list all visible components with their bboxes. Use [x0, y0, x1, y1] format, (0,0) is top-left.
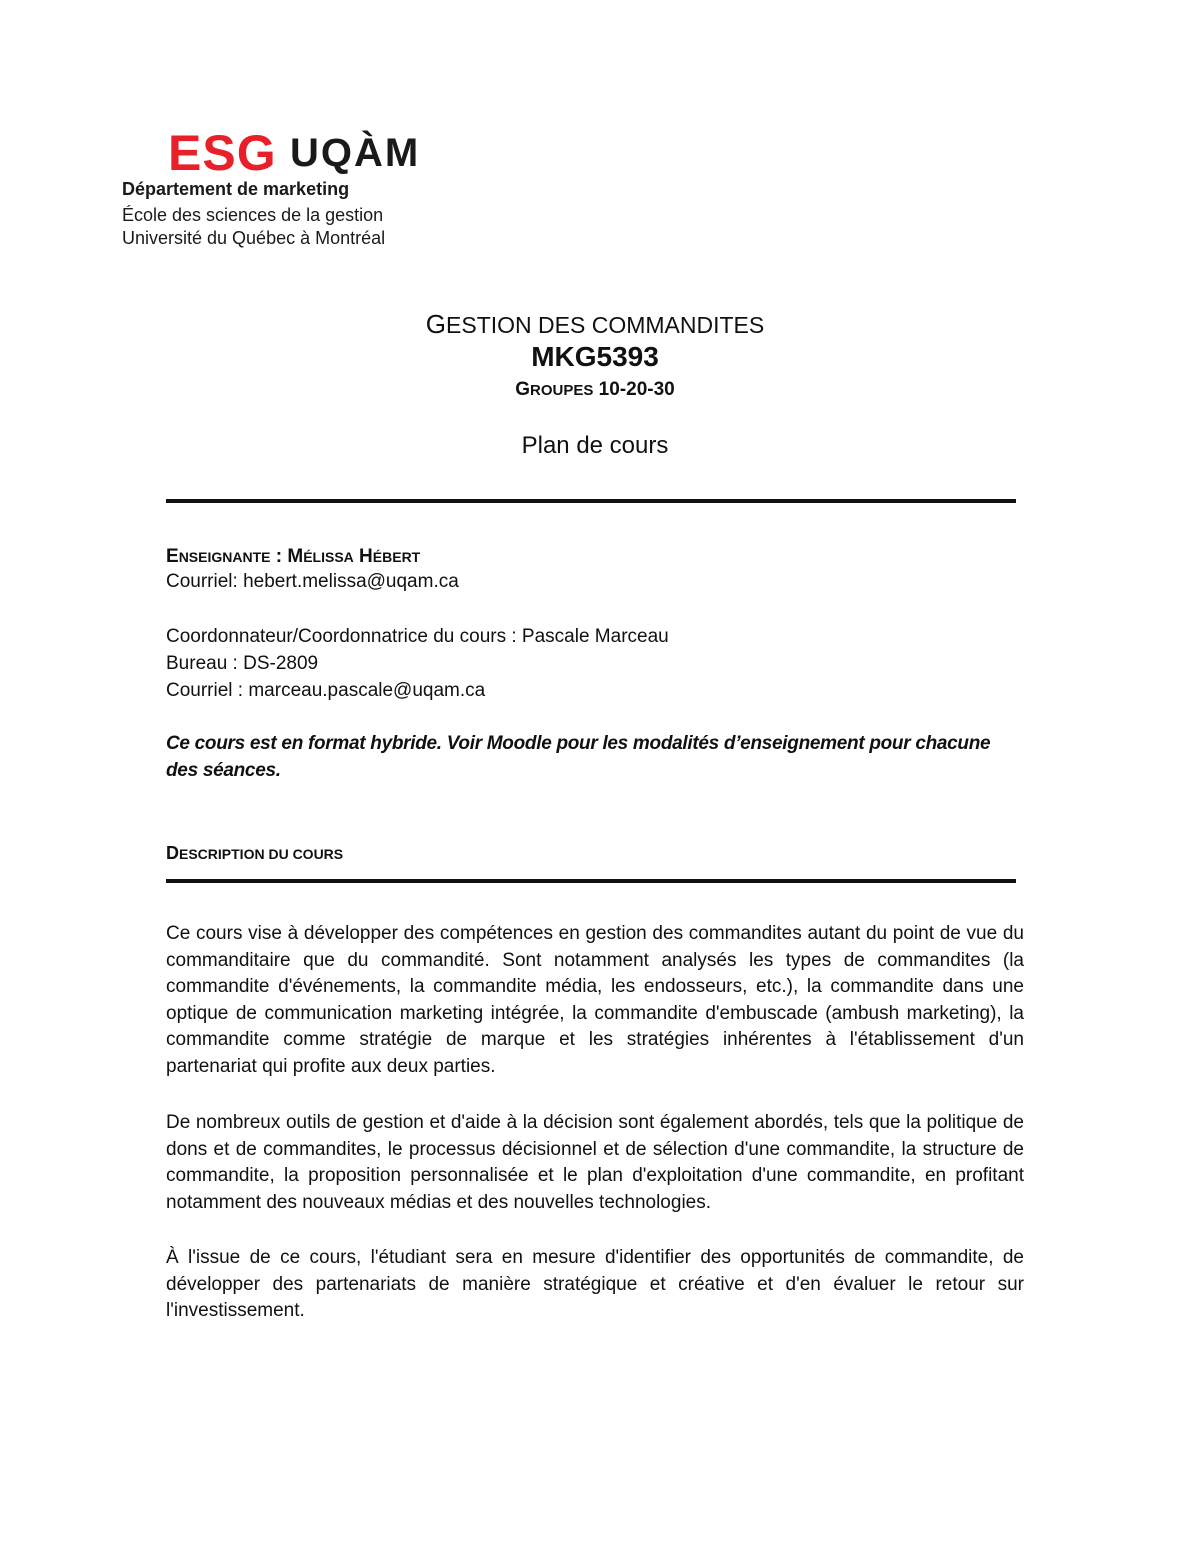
esg-logo-text: ESG — [168, 125, 277, 181]
coordinator-email: Courriel : marceau.pascale@uqam.ca — [166, 680, 486, 701]
course-title: GESTION DES COMMANDITES — [425, 309, 765, 339]
hybrid-format-notice: Ce cours est en format hybride. Voir Moodle pour les modalités d’enseignement pour chacune des séances. — [166, 733, 991, 781]
uqam-logo-text: UQÀM — [290, 131, 421, 175]
description-paragraph-2: De nombreux outils de gestion et d'aide à la décision sont également abordés, tels que la politique de dons et de commandites, le processus décisionnel et de sélection d'une commandite, la structure de commandite, la proposition personnalisée et le plan d'exploitation d'une commandite, en profitant notamment des nouveaux médias et des nouvelles technologies. — [166, 1112, 1024, 1213]
department-name: Département de marketing — [122, 179, 350, 199]
teacher-email: Courriel: hebert.melissa@uqam.ca — [166, 571, 459, 592]
divider-description — [166, 879, 1016, 883]
coordinator-line: Coordonnateur/Coordonnatrice du cours : Pascale Marceau — [166, 626, 669, 647]
teacher-heading: ENSEIGNANTE : MÉLISSA HÉBERT — [166, 546, 421, 567]
course-groups: GROUPES 10-20-30 — [515, 379, 675, 400]
description-paragraph-1: Ce cours vise à développer des compétences en gestion des commandites autant du point de vue du commanditaire que du commandité. Sont notamment analysés les types de commandites (la commandite d'événements, la commandite média, les endosseurs, etc.), la commandite dans une optique de communication marketing intégrée, la commandite d'embuscade (ambush marketing), la commandite comme stratégie de marque et les stratégies inhérentes à l'établissement d'un partenariat qui profite aux deux parties. — [166, 923, 1024, 1077]
coordinator-office: Bureau : DS-2809 — [166, 653, 319, 674]
university-name: Université du Québec à Montréal — [122, 228, 386, 248]
description-heading: DESCRIPTION DU COURS — [166, 843, 344, 863]
description-paragraph-3: À l'issue de ce cours, l'étudiant sera en mesure d'identifier des opportunités de commandite, de développer des partenariats de manière stratégique et créative et d'en évaluer le retour sur l'investissement. — [166, 1247, 1024, 1321]
divider-top — [166, 499, 1016, 503]
plan-title: Plan de cours — [521, 432, 669, 459]
school-name: École des sciences de la gestion — [122, 205, 384, 225]
course-code: MKG5393 — [531, 341, 659, 372]
